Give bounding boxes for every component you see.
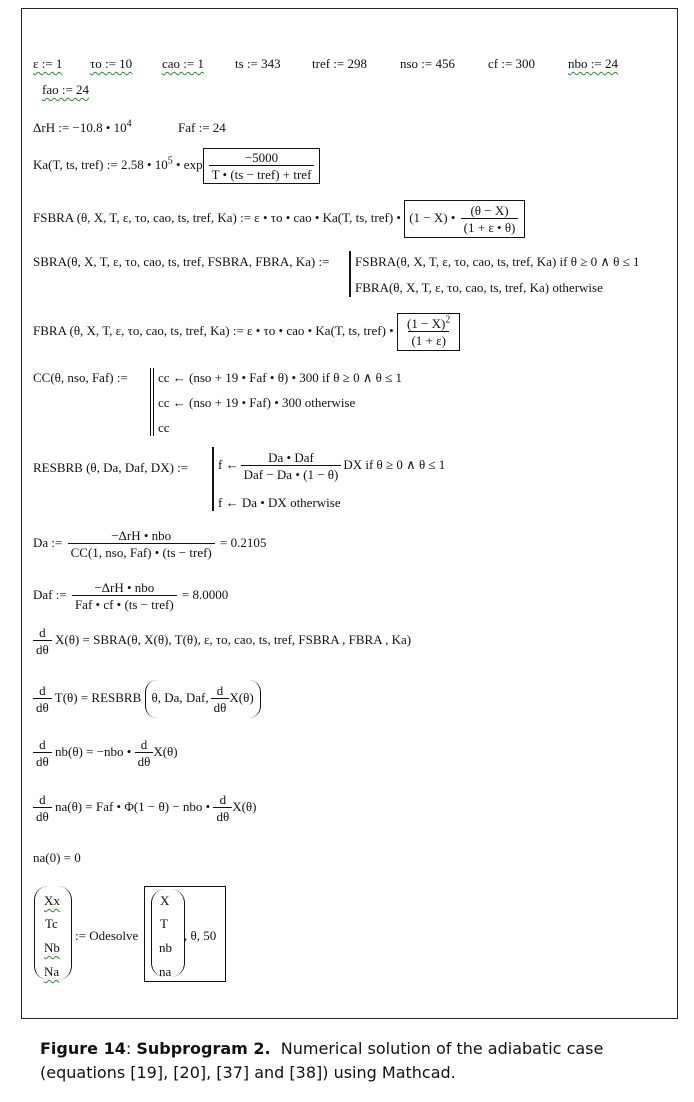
cc-line1: cc ← (nso + 19 • Faf • θ) • 300 if θ ≥ 0 ∧ θ ≤ 1 <box>158 370 402 385</box>
def-fbra: FBRA (θ, X, T, ε, τo, cao, ts, tref, Ka) := ε • τo • cao • Ka(T, ts, tref) • $\frac{(1 - X)^2}{(1 + \varepsilon)}$ <box>33 313 460 351</box>
cc-program-bar-outer <box>150 368 151 436</box>
rhs-nb: nb <box>159 940 172 955</box>
odesolve-args: , θ, 50 <box>184 928 217 943</box>
ode-dt: $\frac{d}{d\theta}$ T(θ) = RESBRB θ, Da, Daf, $\frac{d}{d\theta}$ X(θ) <box>33 680 261 718</box>
param-fao: fao := 24 <box>42 82 90 97</box>
lhs-nb: Nb <box>44 940 60 955</box>
def-cc-lhs: CC(θ, nso, Faf) := <box>33 370 128 385</box>
def-faf: Faf := 24 <box>178 120 226 135</box>
caption-text: Numerical solution of the adiabatic case (equations [19], [20], [37] and [38]) using Mathcad. <box>40 1039 604 1082</box>
rhs-x: X <box>160 893 170 908</box>
def-sbra-lhs: SBRA(θ, X, T, ε, τo, cao, ts, tref, FSBRA, FBRA, Ka) := <box>33 254 330 269</box>
odesolve-op: := Odesolve <box>75 928 139 943</box>
param-cf: cf := 300 <box>488 56 536 71</box>
param-eps: ε := 1 <box>33 56 63 71</box>
def-da: Da := $\frac{\text{−ΔrH • nbo}}{\text{CC(1, nso, Faf) • (ts − tref)}}$ = 0.2105 <box>33 528 267 560</box>
cc-line2: cc ← (nso + 19 • Faf) • 300 otherwise <box>158 395 356 410</box>
lhs-tc: Tc <box>45 916 58 931</box>
param-tref: tref := 298 <box>312 56 367 71</box>
ode-dnb: $\frac{d}{d\theta}$ nb(θ) = −nbo • $\frac{d}{d\theta}$ X(θ) <box>33 737 178 769</box>
ode-dx: $\frac{d}{d\theta}$ X(θ) = SBRA(θ, X(θ), T(θ), ε, τo, cao, ts, tref, FSBRA , FBRA , Ka) <box>33 625 411 657</box>
def-ka: Ka(T, ts, tref) := 2.58 • $10^5$ • exp $\frac{-5000}{\text{T • (ts − tref) + tref}}$ <box>33 148 320 184</box>
resbrb-program-bar <box>212 447 214 511</box>
resbrb-line2: f ← Da • DX otherwise <box>218 495 341 510</box>
figure-caption: Figure 14: Subprogram 2. Numerical solution of the adiabatic case (equations [19], [20], [37] and [38]) using Mathcad. <box>40 1039 604 1082</box>
initial-condition: na(0) = 0 <box>33 850 81 865</box>
def-daf: Daf := $\frac{\text{−ΔrH • nbo}}{\text{Faf • cf • (ts − tref)}}$ = 8.0000 <box>33 580 229 612</box>
rhs-t: T <box>160 916 168 931</box>
rhs-na: na <box>159 964 172 979</box>
cc-line3: cc <box>158 420 170 435</box>
param-ts: ts := 343 <box>235 56 281 71</box>
resbrb-line1: f ← $\frac{\text{Da • Daf}}{\text{Daf − Da • (1 − θ)}}$ DX if θ ≥ 0 ∧ θ ≤ 1 <box>218 450 446 482</box>
def-resbrb-lhs: RESBRB (θ, Da, Daf, DX) := <box>33 460 189 475</box>
sbra-line2: FBRA(θ, X, T, ε, τo, cao, ts, tref, Ka) otherwise <box>355 280 603 295</box>
sbra-line1: FSBRA(θ, X, T, ε, τo, cao, ts, tref, Ka) if θ ≥ 0 ∧ θ ≤ 1 <box>355 254 640 269</box>
def-fsbra: FSBRA (θ, X, T, ε, τo, cao, ts, tref, Ka) := ε • τo • cao • Ka(T, ts, tref) • (1 − X) • $\frac{(\theta - X)}{(1 + \varepsilon • \theta)}$ <box>33 200 525 238</box>
caption-label: Figure 14 <box>40 1039 126 1058</box>
lhs-xx: Xx <box>44 893 60 908</box>
param-nso: nso := 456 <box>400 56 456 71</box>
resbrb-call-paren: θ, Da, Daf, $\frac{d}{d\theta}$ X(θ) <box>145 680 261 718</box>
ka-bracket: $\frac{-5000}{\text{T • (ts − tref) + tref}}$ <box>203 148 321 184</box>
sbra-program-bar <box>349 251 351 297</box>
def-drh: ΔrH := −10.8 • $10^4$ <box>33 118 132 135</box>
param-cao: cao := 1 <box>162 56 204 71</box>
ode-dna: $\frac{d}{d\theta}$ na(θ) = Faf • Φ(1 − θ) − nbo • $\frac{d}{d\theta}$ X(θ) <box>33 792 256 824</box>
fbra-bracket: $\frac{(1 - X)^2}{(1 + \varepsilon)}$ <box>397 313 460 351</box>
param-tau: τo := 10 <box>90 56 133 71</box>
caption-subtitle: Subprogram 2. <box>136 1039 271 1058</box>
cc-program-bar-inner <box>153 368 154 436</box>
param-nbo: nbo := 24 <box>568 56 618 71</box>
lhs-na: Na <box>44 964 60 979</box>
fsbra-bracket: (1 − X) • $\frac{(\theta - X)}{(1 + \varepsilon • \theta)}$ <box>404 200 525 238</box>
